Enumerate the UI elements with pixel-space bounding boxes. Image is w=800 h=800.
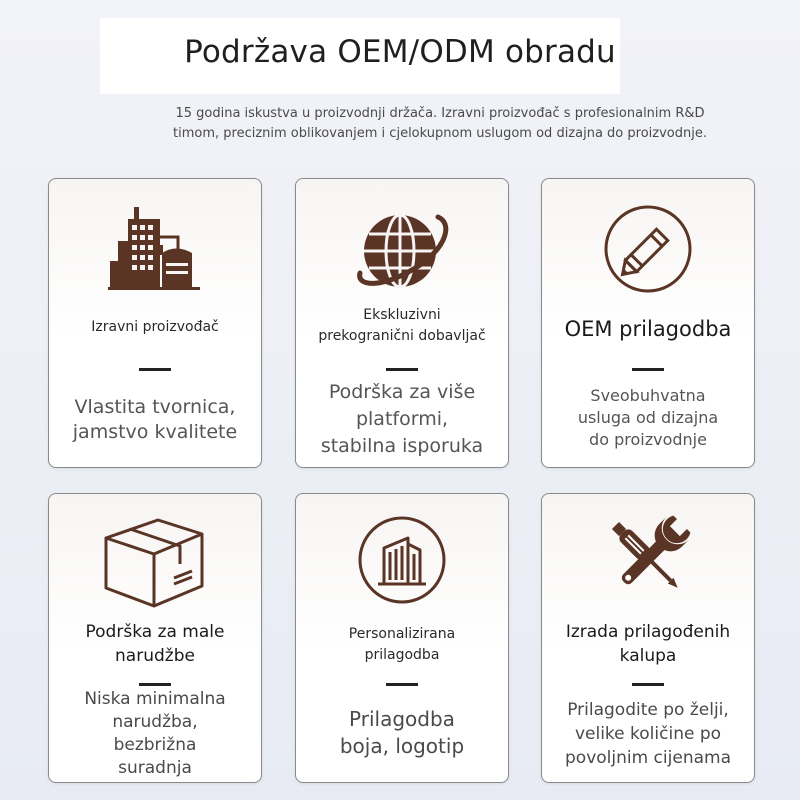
card-description-line: narudžba,: [112, 712, 198, 732]
subtitle-line: timom, preciznim oblikovanjem i cjelokupnom uslugom od dizajna do proizvodnje.: [173, 126, 707, 141]
pencil-icon: [602, 203, 694, 295]
divider: [386, 368, 418, 371]
card-description-line: usluga od dizajna: [577, 408, 719, 427]
card-description-line: povoljnim cijenama: [565, 748, 731, 768]
card-heading-line: Izravni proizvođač: [91, 319, 219, 335]
divider: [632, 683, 664, 686]
card-description-line: stabilna isporuka: [320, 435, 484, 457]
card-heading: [55, 317, 255, 338]
feature-card-custom-molds: [541, 493, 755, 783]
card-description-line: Podrška za više: [328, 381, 476, 403]
card-heading: [548, 315, 748, 343]
globe-icon: [354, 201, 450, 297]
divider: [139, 683, 171, 686]
card-description: [550, 385, 746, 451]
feature-card-direct-manufacturer: [48, 178, 262, 468]
page-title: Podržava OEM/ODM obradu: [184, 34, 616, 70]
card-description: [304, 379, 500, 460]
card-description-line: Niska minimalna: [84, 689, 226, 709]
divider: [386, 683, 418, 686]
card-heading-line: kalupa: [619, 646, 677, 666]
tools-icon: [600, 510, 696, 606]
card-heading-line: narudžbe: [115, 646, 195, 666]
card-heading-line: Personalizirana: [348, 626, 456, 642]
feature-card-oem-customization: [541, 178, 755, 468]
card-description-line: platformi,: [355, 408, 449, 430]
card-description-line: bezbrižna: [113, 735, 197, 755]
feature-card-small-orders: [48, 493, 262, 783]
card-description-line: Vlastita tvornica,: [74, 396, 236, 418]
card-heading: [55, 620, 255, 668]
card-description-line: suradnja: [118, 758, 192, 778]
card-description: [304, 706, 500, 760]
feature-card-cross-border-supplier: [295, 178, 509, 468]
card-description-line: velike količine po: [574, 724, 722, 744]
box-icon: [100, 510, 210, 610]
card-heading: [302, 624, 502, 666]
card-description-line: Prilagodba: [349, 707, 455, 731]
divider: [139, 368, 171, 371]
card-heading-line: OEM prilagodba: [564, 317, 732, 341]
card-description-line: Prilagodite po želji,: [567, 700, 729, 720]
card-description-line: Sveobuhvatna: [590, 386, 706, 405]
factory-icon: [108, 207, 202, 291]
card-description-line: boja, logotip: [339, 734, 465, 758]
building-icon: [356, 514, 448, 606]
card-heading-line: prekogranični dobavljač: [318, 328, 486, 344]
card-description-line: do proizvodnje: [589, 430, 707, 449]
card-description: [57, 688, 253, 780]
card-heading-line: Izrada prilagođenih: [565, 622, 731, 642]
feature-card-personalization: [295, 493, 509, 783]
divider: [632, 368, 664, 371]
card-heading: [548, 620, 748, 668]
card-description-line: jamstvo kvalitete: [72, 421, 238, 443]
subtitle-line: 15 godina iskustva u proizvodnji držača. Izravni proizvođač s profesionalnim R&D: [175, 106, 705, 121]
card-heading-line: prilagodba: [364, 647, 440, 663]
card-description: [57, 395, 253, 445]
card-heading-line: Ekskluzivni: [363, 307, 441, 323]
card-description: [550, 698, 746, 770]
card-heading: [302, 305, 502, 347]
page-subtitle: [120, 104, 760, 144]
card-heading-line: Podrška za male: [85, 622, 225, 642]
